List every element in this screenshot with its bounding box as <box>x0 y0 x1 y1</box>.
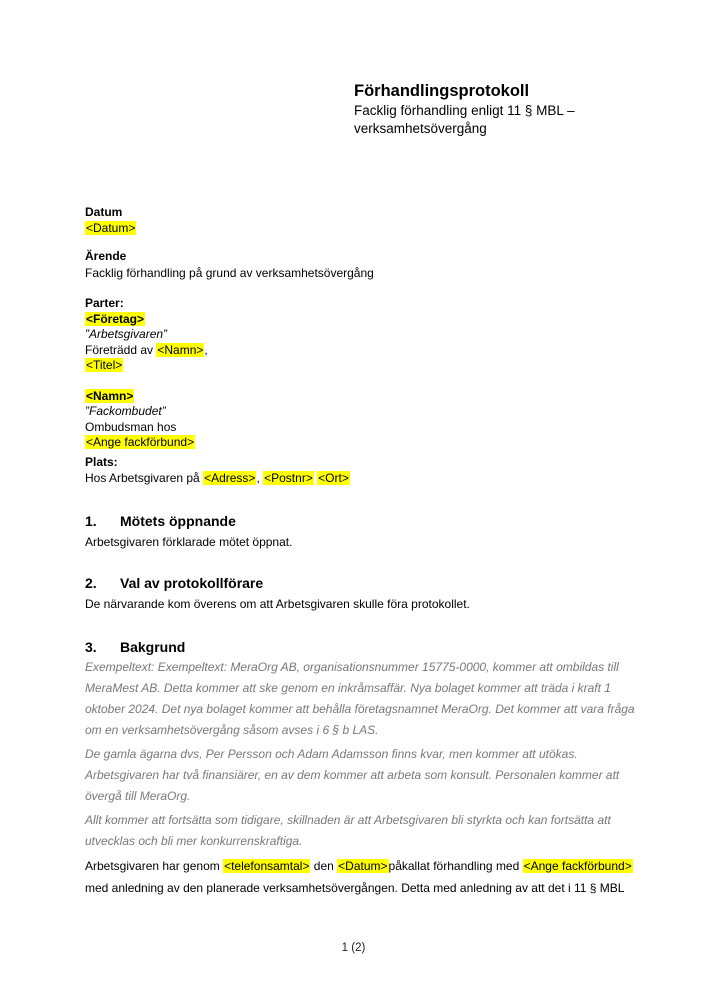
datum-label: Datum <box>85 205 123 219</box>
namn-placeholder: <Namn> <box>157 342 204 357</box>
foretradd-prefix: Företrädd av <box>85 342 157 357</box>
plats-line <box>85 470 350 487</box>
example-paragraph: Exempeltext: Exempeltext: MeraOrg AB, organisationsnummer 15775-0000, kommer att ombildas till MeraMest AB. Detta kommer att ske genom en inkråmsaffär. Nya bolaget kommer att träda i kraft 1 oktober 2024. Det nya bolaget kommer att behålla företagsnamnet MeraOrg. Det kommer att vara fråga om en verksamhetsövergång såsom avses i 6 § b LAS. <box>85 660 635 737</box>
final-part4: med anledning av den planerade verksamhetsövergången. Detta med anledning av att det i 11 § MBL <box>85 880 625 895</box>
datum-block <box>85 205 136 236</box>
foretag-placeholder: <Företag> <box>86 311 145 326</box>
fackombudet-quote: ”Fackombudet” <box>85 404 166 418</box>
plats-block <box>85 454 350 487</box>
plats-comma: , <box>256 471 264 485</box>
page-number: 1 (2) <box>341 942 366 954</box>
fackforbund-placeholder: <Ange fackförbund> <box>86 435 195 449</box>
final-datum-placeholder: <Datum> <box>338 859 388 873</box>
section-2-title: Val av protokollförare <box>120 575 264 591</box>
final-paragraph <box>85 856 647 899</box>
example-paragraph: De gamla ägarna dvs, Per Persson och Adam Adamsson finns kvar, men kommer att utökas. Arbetsgivaren har två finansiärer, en av dem kommer att arbeta som konsult. Personalen kommer att övergå till MeraOrg. <box>85 747 620 803</box>
parter-block <box>85 296 208 451</box>
section-2-number: 2. <box>85 575 97 591</box>
section-3-heading <box>85 638 185 656</box>
bakgrund-paragraphs <box>85 657 647 902</box>
section-1-body: Arbetsgivaren förklarade mötet öppnat. <box>85 535 293 549</box>
datum-line <box>85 221 136 237</box>
plats-label: Plats: <box>85 455 118 469</box>
section-2-body: De närvarande kom överens om att Arbetsgivaren skulle föra protokollet. <box>85 597 470 611</box>
final-part3: påkallat förhandling med <box>388 859 523 873</box>
document-subtitle: Facklig förhandling enligt 11 § MBL – verksamhetsövergång <box>354 103 575 136</box>
final-fackforbund-placeholder: <Ange fackförbund> <box>523 859 632 873</box>
example-paragraph: Allt kommer att fortsätta som tidigare, skillnaden är att Arbetsgivaren bli styrkta och kan fortsätta att utvecklas och bli mer konkurrenskraftiga. <box>85 813 611 848</box>
ort-placeholder: <Ort> <box>318 471 349 485</box>
document-title: Förhandlingsprotokoll <box>354 82 530 100</box>
arende-label: Ärende <box>85 249 127 263</box>
datum-placeholder: <Datum> <box>86 220 136 235</box>
ombudsman-text: Ombudsman hos <box>85 419 177 434</box>
titel-line <box>85 358 208 374</box>
titel-placeholder: <Titel> <box>86 358 123 372</box>
section-3-number: 3. <box>85 639 97 655</box>
foretradd-line <box>85 343 208 359</box>
final-part1: Arbetsgivaren har genom <box>85 859 224 873</box>
arende-text: Facklig förhandling på grund av verksamhetsövergång <box>85 265 374 280</box>
telefonsamtal-placeholder: <telefonsamtal> <box>224 859 310 873</box>
ombud-namn-placeholder: <Namn> <box>86 388 134 403</box>
arbetsgivaren-quote: ”Arbetsgivaren” <box>85 327 168 341</box>
plats-prefix: Hos Arbetsgivaren på <box>85 471 204 485</box>
ombud-namn-line <box>85 389 208 405</box>
section-1-title: Mötets öppnande <box>120 513 236 529</box>
postnr-placeholder: <Postnr> <box>264 471 313 485</box>
foretag-line <box>85 312 208 328</box>
section-2-heading <box>85 574 470 592</box>
foretradd-suffix: , <box>204 342 208 357</box>
section-2 <box>85 574 470 613</box>
section-3 <box>85 638 185 656</box>
section-3-title: Bakgrund <box>120 639 186 655</box>
fackforbund-line <box>85 435 208 451</box>
final-part2: den <box>310 859 338 873</box>
arende-block <box>85 249 374 282</box>
section-1 <box>85 512 292 551</box>
parter-label: Parter: <box>85 296 124 310</box>
section-1-heading <box>85 512 292 530</box>
adress-placeholder: <Adress> <box>204 471 256 485</box>
section-1-number: 1. <box>85 513 97 529</box>
title-block <box>354 81 604 138</box>
